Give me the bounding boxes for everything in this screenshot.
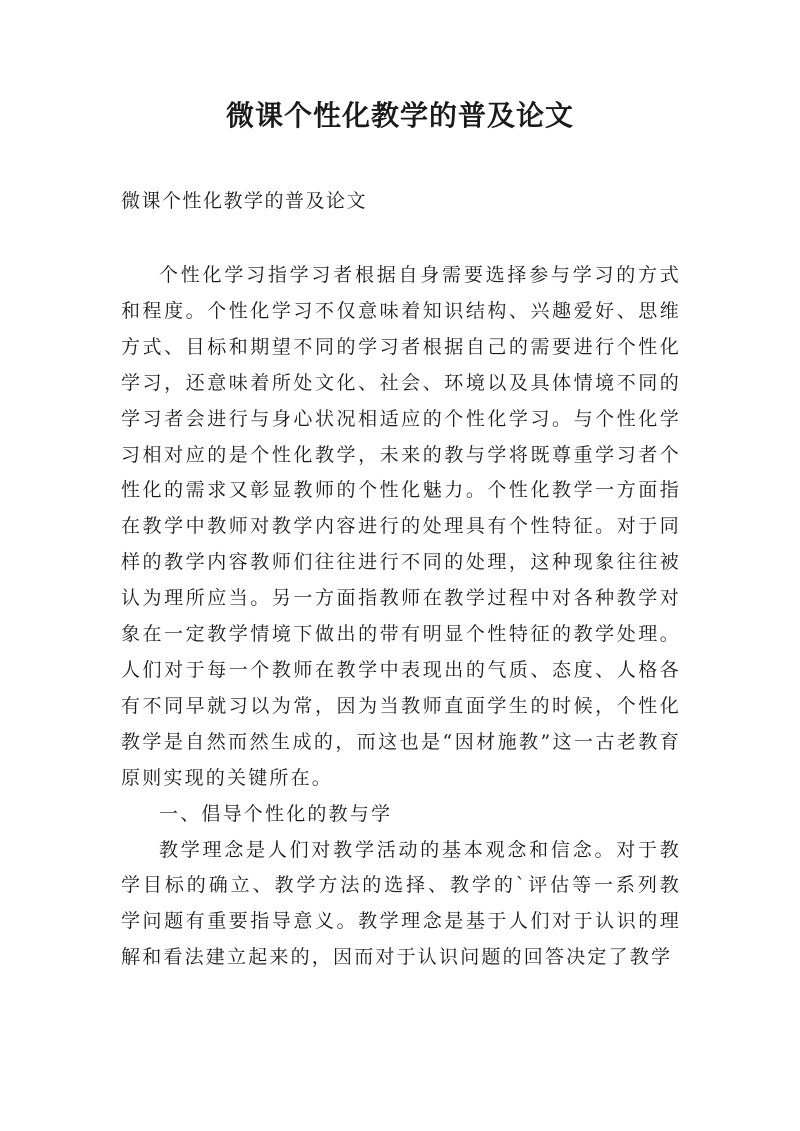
section-heading: 一、倡导个性化的教与学 <box>159 802 393 825</box>
document-subtitle: 微课个性化教学的普及论文 <box>121 190 368 212</box>
document-title: 微课个性化教学的普及论文 <box>225 99 574 132</box>
body-paragraph: 个性化学习指学习者根据自身需要选择参与学习的方式和程度。个性化学习不仅意味着知识结构、兴趣爱好、思维方式、目标和期望不同的学习者根据自己的需要进行个性化学习，还意味着所处文化、社会、环境以及具体情境不同的学习者会进行与身心状况相适应的个性化学习。与个性化学习相对应的是个性化教学，未来的教与学将既尊重学习者个性化的需求又彰显教师的个性化魅力。个性化教学一方面指在教学中教师对教学内容进行的处理具有个性特征。对于同样的教学内容教师们往往进行不同的处理，这种现象往往被认为理所应当。另一方面指教师在教学过程中对各种教学对象在一定教学情境下做出的带有明显个性特征的教学处理。人们对于每一个教师在教学中表现出的气质、态度、人格各有不同早就习以为常，因为当教师直面学生的时候，个性化教学是自然而然生成的，而这也是“因材施教”这一古老教育原则实现的关键所在。 <box>121 264 681 789</box>
document-body <box>121 258 681 976</box>
body-paragraph: 教学理念是人们对教学活动的基本观念和信念。对于教学目标的确立、教学方法的选择、教学的`评估等一系列教学问题有重要指导意义。教学理念是基于人们对于认识的理解和看法建立起来的，因而对于认识问题的回答决定了教学 <box>121 838 681 969</box>
